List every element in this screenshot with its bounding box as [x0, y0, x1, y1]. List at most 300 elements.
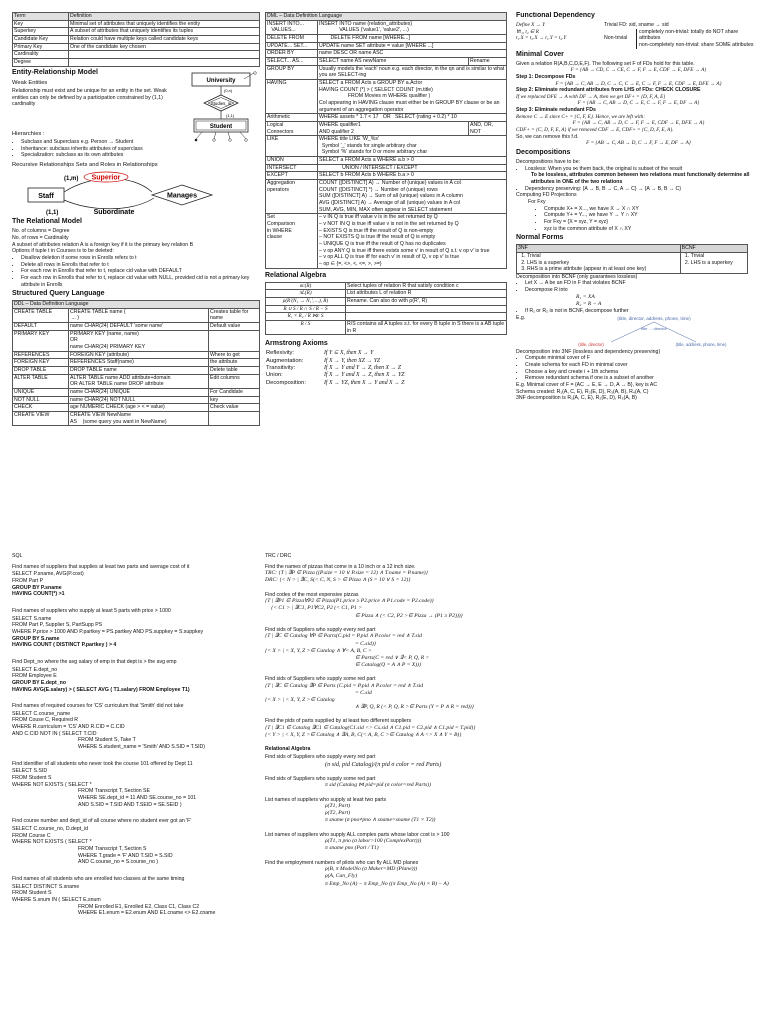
- dml-cell: COUNT ([DISTINCT] A) → Number of (unique) values in A col COUNT ([DISTINCT] *) → Number of (unique) rows SUM ([DISTINCT] A) → Sum of all (unique) values in A column AVG ([DISTINCT] A) → Average of all (unique) values in A col SUM, AVG, MIN, MAX often appear in SELECT statement: [318, 180, 507, 214]
- trc-line: {T | ∃C ∈ Catalog ∃P ∈ Parts (C.pid = P.pid ∧ P.color = red ∧ T.sid: [265, 682, 424, 689]
- ddl-cell: CREATE TABLE name ( ... ): [69, 308, 209, 322]
- sql-question: Find names of suppliers who supply at least 5 parts with price > 1000: [12, 607, 171, 614]
- ra-question: Find the employment numbers of pilots who can fly ALL MD planes: [265, 859, 419, 866]
- sql-line: SELECT S.name: [12, 615, 52, 622]
- dml-cell: Arithmetic: [266, 114, 318, 122]
- ddl-cell: UNIQUE: [13, 389, 69, 397]
- bcnf-r1: R₁ = XA: [576, 293, 595, 300]
- minimal-cover-line: Remove C → E since C+ = {C, F, E}. Hence, we are left with:: [516, 113, 645, 120]
- fd-nontrivial-line: completely non-trivial: totally do NOT share attributes: [639, 28, 739, 42]
- cardinality-0n: (0,n): [224, 87, 233, 93]
- decomposition-item: • Dependency preserving: {A → B, B → C, A → C} → {A → B, B → C}: [525, 186, 761, 193]
- sql-line: FROM Student S: [12, 890, 52, 897]
- dml-cell: SELECT a FROM Acts a GROUP BY a.Actor HAVING COUNT (*) > ( SELECT COUNT (m.title) FROM Movies m WHERE qualifier ) Col appearing in HAVING clause must either be in GROUP BY clause or be an argument of an aggregation operator: [318, 79, 507, 113]
- sql-question: Find names of suppliers that supplies at least two parts and average cost of it: [12, 563, 190, 570]
- superior-label: Superior: [91, 174, 121, 182]
- diag-top: (title, director, address, phone, time): [617, 315, 691, 321]
- weak-entities-text: Relationship must exist and be unique for an entity in the set. Weak entities can only be defined by a participation constrained by (1,1) cardinality: [12, 87, 167, 108]
- er-terms-cell: Definition: [69, 13, 260, 21]
- ddl-cell: REFERENCES: [13, 351, 69, 359]
- fd-definition-line: t₁.X = t₂.X → t₁.Y = t₂.Y: [516, 35, 567, 42]
- ddl-cell: the attribute: [209, 359, 260, 367]
- dml-row: [266, 136, 507, 157]
- sql-line: WHERE S.snum IN ( SELECT E.snum: [12, 896, 101, 903]
- nf3-example: [516, 382, 761, 402]
- ddl-cell: CREATE VIEW NewName AS (some query you want in NewName): [69, 411, 209, 425]
- er-terms-cell: Cardinality: [13, 51, 69, 59]
- decompositions-intro: Decompositions have to be:: [516, 159, 581, 166]
- ddl-cell: FOREIGN KEY (attribute): [69, 351, 209, 359]
- er-terms-row: [13, 13, 260, 21]
- ddl-row: [13, 389, 260, 397]
- ra-question: List names of suppliers who supply ALL complex parts whose labor cost is > 100: [265, 831, 450, 838]
- ddl-cell: Edit columns: [209, 374, 260, 388]
- trc-line: ∈ Pizza ∧ (< C2, P2 >∈ Pizza → (P1 ≥ P2)))}: [355, 612, 463, 619]
- dml-cell: UNION: [266, 157, 318, 165]
- decomposition-item: To be lossless, attributes common between two relations must functionally determine all attributes in ONE of the two relations: [531, 172, 750, 185]
- column-3: [516, 12, 761, 512]
- relational-algebra-cell: πL(R): [266, 290, 346, 298]
- fd-nontrivial-line: non-completely non-trivial: share SOME attributes: [639, 41, 754, 48]
- sql-line: FROM Course C: [12, 832, 51, 839]
- trc-line: = C.sid)}: [355, 640, 376, 647]
- minimal-cover-title: Minimal Cover: [516, 50, 564, 58]
- relational-algebra-cell: R / S: [266, 320, 346, 334]
- dml-cell: Logical Connectors: [266, 121, 318, 135]
- dml-cell: SELECT name AS newName: [318, 57, 469, 65]
- normal-forms-table: [516, 244, 748, 274]
- trc-question: Find sids of Suppliers who supply every red part: [265, 626, 376, 633]
- dml-cell: name DESC OR name ASC: [318, 50, 507, 58]
- trc-example: [265, 592, 565, 620]
- relational-model-line: No. of rows = Cardinality: [12, 234, 69, 241]
- nf-bcnf-head: BCNF: [680, 245, 747, 253]
- dml-row: [266, 172, 507, 180]
- fd-trivial: Trivial FD: sid, sname → sid: [604, 21, 669, 28]
- armstrong-cell: Reflexivity:: [266, 350, 295, 357]
- armstrong-cell: If X → Y and Y → Z, then X → Z: [324, 364, 401, 371]
- ddl-cell: name CHAR(24) UNIQUE: [69, 389, 209, 397]
- relational-algebra-row: [266, 313, 507, 321]
- sql-line: FROM Couse C, Required R: [12, 717, 79, 724]
- relational-algebra-cell: σc(R): [266, 282, 346, 290]
- trc-line: {< X > | < X, Y, Z >∈ Catalog: [265, 697, 335, 704]
- sql-line: WHERE P.price > 1000 AND P.partkey = PS.partkey AND PS.suppkey = S.suppkey: [12, 628, 204, 635]
- er-terms-cell: [69, 58, 260, 66]
- dml-cell: UPDATE name SET attribute = value [WHERE ...]: [318, 42, 507, 50]
- dml-cell: EXCEPT: [266, 172, 318, 180]
- dml-cell: DELETE FROM: [266, 34, 318, 42]
- er-terms-cell: Minimal set of attributes that uniquely identifies the entity: [69, 20, 260, 28]
- ddl-cell: DEFAULT: [13, 323, 69, 331]
- sql-line: SELECT DISTINCT S.sname: [12, 883, 80, 890]
- bcnf-step: • Let X → A be an FD in F that violates BCNF: [525, 280, 761, 287]
- relational-algebra-row: [266, 320, 507, 334]
- trc-question: Find the names of pizzas that come in a 10 inch or a 12 inch size.: [265, 563, 416, 570]
- dml-cell: Set Comparison in WHERE clause: [266, 214, 318, 268]
- er-terms-cell: Candidate Key: [13, 35, 69, 43]
- armstrong-table: [265, 350, 465, 387]
- dml-row: [266, 65, 507, 79]
- relational-model-line: A subset of attributes relation A is a foreign key if it is the primary key relation B: [12, 241, 194, 248]
- nf3-title: Decomposition into 3NF (lossless and dependency preserving): [516, 348, 661, 355]
- armstrong-title: Armstrong Axioms: [265, 340, 328, 348]
- eg-label: E.g.: [516, 314, 526, 321]
- student-label: Student: [209, 123, 233, 130]
- ra-line: ρ(T1, π pno (σ labor>100 (ComplexPart))): [325, 838, 422, 845]
- fd-projection-title: Computing FD Projections: [516, 192, 577, 199]
- sql-title: Structured Query Language: [12, 290, 105, 298]
- dml-row: [266, 57, 507, 65]
- relational-algebra-row: [266, 290, 507, 298]
- armstrong-cell: Augmentation:: [266, 357, 304, 364]
- ddl-row: [13, 411, 260, 425]
- ra-example: [265, 797, 565, 825]
- ddl-cell: NOT NULL: [13, 396, 69, 404]
- nf-bcnf-item: 2. LHS is a superkey: [691, 260, 746, 267]
- nf3-example-line: E.g. Minimal cover of F = {AC → E, E → D, A → B}, key is AC: [516, 382, 658, 389]
- relational-model-option: • Delete all rows in Enrolls that refer to t: [21, 262, 260, 269]
- ddl-row: [13, 308, 260, 322]
- fd-definition: [516, 22, 604, 49]
- ra-line: π sname pno (Part / T1): [325, 845, 379, 852]
- armstrong-cell: If X → Y and X → Z, then X → YZ: [324, 372, 405, 379]
- sql-line: HAVING COUNT ( DISTINCT P.partkey ) > 4: [12, 642, 117, 649]
- trc-line: {< X > | < X, Y, Z >∈ Catalog ∧ ∀< A, B, C >: [265, 647, 372, 654]
- minimal-cover-line: So, we can remove this f.d.: [516, 133, 579, 140]
- armstrong-cell: Transitivity:: [266, 364, 296, 371]
- minimal-cover-line: Given a relation R(A,B,C,D,E,F). The following set F of FDs hold for this table.: [516, 60, 695, 67]
- column-1: [12, 12, 260, 512]
- hierarchies-title: Hierarchies :: [12, 130, 45, 137]
- bcnf-steps: [525, 280, 761, 293]
- dml-row: [266, 20, 507, 34]
- nf3-step: • Compute minimal cover of F: [525, 355, 761, 362]
- sql-example: [12, 608, 257, 649]
- ra-line: π sname (σ pno≠pno ∧ sname=sname (T1 × T2)): [325, 817, 436, 824]
- ddl-cell: DROP TABLE: [13, 367, 69, 375]
- sql-line: WHERE NOT EXISTS ( SELECT *: [12, 781, 92, 788]
- sql-examples: [12, 553, 257, 1021]
- dml-cell: UNION / INTERSECT / EXCEPT: [318, 164, 507, 172]
- cardinality-11-recur: (1,1): [46, 210, 59, 217]
- sql-line: SELECT P.sname, AVG(P.cost): [12, 571, 84, 578]
- dml-cell: SELECT b FROM Acts b WHERE b.a > 0: [318, 172, 507, 180]
- relational-algebra-cell: R/S contains all A tuples s.t. for every B tuple in S there is a AB tuple in R: [347, 320, 506, 334]
- bcnf-r2: R₂ = R − A: [576, 300, 602, 307]
- ra-line: ρ(B, π ModelNo (σ Maker=MD (Plane))): [325, 866, 418, 873]
- ddl-cell: ALTER TABLE: [13, 374, 69, 388]
- ra-line: ρ(T2, Part): [325, 810, 351, 817]
- ra-example: [265, 832, 565, 853]
- fd-projection-item: • For Fxy = {X = xyz, Y = xyz}: [544, 219, 761, 226]
- sql-line: WHERE NOT EXISTS ( SELECT *: [12, 839, 92, 846]
- trc-line: ∈ Parts(C = red ∨ ∃< P, Q, R >: [355, 654, 430, 661]
- er-terms-cell: Primary Key: [13, 43, 69, 51]
- fd-projection-item: • Compute Y+ = Y..., we have Y → Y ∩ XY: [544, 212, 761, 219]
- sql-line: SELECT E.dept_no: [12, 666, 58, 673]
- minimal-cover-lines: [516, 61, 761, 148]
- ddl-cell: key: [209, 396, 260, 404]
- ddl-cell: FOREIGN KEY: [13, 359, 69, 367]
- fd-projection-list: [544, 206, 761, 233]
- armstrong-cell: Decomposition:: [266, 379, 306, 386]
- minimal-cover-line: If we replaced DFE → A with DF → A, then we get DF+ = {D, F, A, E}: [516, 93, 666, 100]
- minimal-cover-line: F = {AB → C, AB → D, C → C, C → E, C → F, F → E, CDF → E, DFE → A}: [555, 80, 722, 87]
- sql-line: AND C.CID NOT IN ( SELECT T.CID: [12, 730, 97, 737]
- ddl-cell: ALTER TABLE name ADD attribute+domain OR ALTER TABLE name DROP attribute: [69, 374, 209, 388]
- sql-line: WHERE S.student_name = 'Smith' AND S.SID = T.SID): [78, 744, 206, 751]
- ddl-cell: CHECK: [13, 404, 69, 412]
- trc-line: {T | ∃P1 ∈ Pizza∀P2 ∈ Pizza(P1.price ≥ P2.price ∧ P1.code = P2.code)}: [265, 598, 434, 605]
- bcnf-check: • If R₁ or R₂ is not in BCNF, decompose further: [525, 308, 761, 315]
- dml-cell: INTERSECT: [266, 164, 318, 172]
- dml-cell: INSERT INTO... VALUES...: [266, 20, 318, 34]
- fd-definition-line: Define X → Y: [516, 21, 545, 28]
- ddl-row: [13, 359, 260, 367]
- dml-cell: WHERE qualifier1 AND qualifier 2: [318, 121, 469, 135]
- nf3-step: • Create schema for each FD in minimal cover: [525, 362, 761, 369]
- dml-row: [266, 114, 507, 122]
- dml-cell: WHERE title LIKE 'W_%s' Symbol '_' stands for single arbitrary char Symbol '%' stands for 0 or more arbitrary char: [318, 136, 507, 157]
- er-terms-cell: Key: [13, 20, 69, 28]
- ra-line: π sid (Catalog ⋈ pid=pid (σ color=red Parts)): [325, 782, 431, 789]
- minimal-cover-line: Step 1: Decompose FDs: [516, 73, 576, 80]
- trc-example: [265, 564, 565, 585]
- dml-row: [266, 164, 507, 172]
- relational-algebra-cell: R ∪ S / R ∩ S / R − S: [266, 305, 346, 313]
- sql-line: FROM Part P, Supplier S, PartSupp PS: [12, 622, 103, 629]
- dml-row: [266, 214, 507, 268]
- ra-example: [265, 776, 565, 790]
- sql-line: WHERE R.curriculum = 'CS' AND R.CID = C.CID: [12, 724, 125, 731]
- studies-in-label: Studies_in: [210, 100, 232, 106]
- er-terms-cell: [69, 51, 260, 59]
- sql-question: Find Dept_no where the avg salary of emp in that dept is > the avg emp: [12, 658, 177, 665]
- er-terms-cell: Superkey: [13, 28, 69, 36]
- er-terms-row: [13, 58, 260, 66]
- minimal-cover-line: F = {AB → C, AB → D, C → F, F → E, DF → A}: [586, 140, 691, 147]
- column-2: [265, 12, 507, 512]
- relational-algebra-cell: R₁ × R₂ / R ⋈c S: [266, 313, 346, 321]
- minimal-cover-line: Step 3: Eliminate redundant FDs: [516, 107, 596, 114]
- dml-cell: SELECT a FROM Acts a WHERE a.b > 0: [318, 157, 507, 165]
- sql-line: FROM Student S, Take T: [78, 737, 136, 744]
- sql-example: [12, 703, 257, 751]
- dml-row: [266, 34, 507, 42]
- ddl-header: DDL – Data Definition Language: [13, 301, 260, 309]
- sql-question: Find identifier of all students who never took the course 101 offered by Dept 11: [12, 760, 193, 767]
- ddl-cell: Default value: [209, 323, 260, 331]
- sql-line: GROUP BY S.name: [12, 635, 60, 642]
- nf3-example-line: Schema created: R₁(A, C, E), R₂(E, D), R₃(A, B), R₄(A, C): [516, 388, 649, 395]
- ddl-cell: age NUMERIC CHECK (age > < = value): [69, 404, 209, 412]
- relational-algebra-cell: [346, 313, 507, 321]
- fd-definition-line: ∀t₁, t₂ ∈ R: [516, 28, 539, 35]
- minimal-cover-line: F = {AB → C, AB → D, C → F, F → E, CDF → E, DFE → A}: [572, 120, 705, 127]
- trc-line: {< Y > | < X, Y, Z >∈ Catalog ∧ ∃A, B, C(< A, B, C >∈ Catalog ∧ A <> X ∧ Y = B)}: [265, 732, 462, 739]
- sql-line: HAVING COUNT(*) >1: [12, 591, 65, 598]
- ddl-table: [12, 300, 260, 426]
- ddl-cell: DROP TABLE name: [69, 367, 209, 375]
- decompositions-title: Decompositions: [516, 149, 571, 157]
- nf-3nf-item: 2. LHS is a superkey: [527, 260, 679, 267]
- armstrong-cell: If X → YZ, then X → Y and X → Z: [324, 379, 405, 386]
- sql-line: AND S.SID = T.SID AND T.SEID = SE.SEID ): [78, 801, 182, 808]
- sql-line: GROUP BY E.dept_no: [12, 679, 66, 686]
- dml-row: [266, 50, 507, 58]
- minimal-cover-line: Step 2: Eliminate redundant attributes from LHS of FDs: CHECK CLOSURE: [516, 87, 701, 94]
- ra-example: [265, 860, 565, 888]
- relational-model-title: The Relational Model: [12, 218, 83, 226]
- sql-line: WHERE E1.enum = E2.enum AND E1.cname <> E2.cname: [78, 910, 216, 917]
- sql-example: [12, 818, 257, 866]
- relational-model-option: • Disallow deletion if some rows in Enrolls refers to t: [21, 255, 260, 262]
- relational-algebra-cell: ρ(R'(N₁ → N₁', ...), R): [266, 297, 346, 305]
- fd-nontrivial: Non-trivial: [604, 35, 628, 42]
- er-terms-row: [13, 35, 260, 43]
- ra-question: Find sids of Suppliers who supply every red part: [265, 754, 376, 761]
- ddl-row: [13, 374, 260, 388]
- er-diagram-university: [182, 71, 260, 145]
- er-terms-table: [12, 12, 260, 67]
- ddl-cell: CREATE VIEW: [13, 411, 69, 425]
- sql-line: SELECT S.SID: [12, 768, 48, 775]
- trc-line: DRC: {< N > | ∃C, S(< C, N, S > ∈ Pizza ∧ (S = 10 ∨ S = 12)}: [265, 577, 411, 584]
- sql-example: [12, 564, 257, 598]
- sql-line: FROM Student S: [12, 775, 52, 782]
- cardinality-1m: (1,m): [64, 176, 79, 183]
- dml-cell: ORDER BY: [266, 50, 318, 58]
- relational-algebra-title: Relational Algebra: [265, 271, 327, 279]
- dml-cell: SELECT... AS...: [266, 57, 318, 65]
- trc-line: = C.sid: [355, 690, 372, 696]
- trc-line: {T | ∃C1 ∈ Catalog ∃C1 ∈ Catalog(C1.sid <> Cs.sid ∧ C1.pid = C2.pid ∧ C1.pid = T.pid)}: [265, 725, 476, 732]
- trc-example: [265, 718, 565, 739]
- erm-title: Entity-Relationship Model: [12, 68, 98, 76]
- dml-row: [266, 157, 507, 165]
- dml-header: DML – Data Definition Language: [266, 13, 507, 21]
- dml-cell: GROUP BY: [266, 65, 318, 79]
- relational-model-option: • For each row in Enrolls that refer to t, replace cid value with NULL, provided cid is not a primary key attribute in Enrolls: [21, 275, 260, 288]
- relational-algebra-row: [266, 297, 507, 305]
- armstrong-cell: If Y ⊆ X, then X → Y: [324, 350, 374, 357]
- minimal-cover-line: CDF+ = {C, D, F, E, A} if we removed CDF → E, CDF+ = {C, D, F, E, A}.: [516, 127, 674, 134]
- ddl-cell: PRIMARY KEY (name, name) OR name CHAR(24) PRIMARY KEY: [69, 330, 209, 351]
- sql-question: Find names of required courses for 'CS' curriculum that 'Smith' did not take: [12, 703, 184, 710]
- relational-algebra-cell: List attributes L of relation R: [346, 290, 507, 298]
- relational-algebra-cell: Rename. Can also do with ρ(R', R): [346, 297, 507, 305]
- sql-line: WHERE T.grade = 'F' AND T.SID = S.SID: [78, 852, 173, 859]
- ddl-cell: Check value: [209, 404, 260, 412]
- trc-question: Find codes of the most expensive pizzas: [265, 591, 359, 598]
- university-label: University: [206, 77, 236, 84]
- trc-question: Find the pids of parts supplied by at least two different suppliers: [265, 718, 412, 725]
- ra-line: π Emp_No (A) − π Emp_No ((π Emp_No (A) × B) − A): [325, 880, 449, 887]
- relational-algebra-cell: [346, 305, 507, 313]
- ra-line: ρ(T1, Part): [325, 803, 351, 810]
- staff-label: Staff: [38, 193, 54, 201]
- dml-cell: – v IN Q is true iff value v is in the set returned by Q – v NOT IN Q is true iff value v is not in the set returned by Q – EXISTS Q is true iff the result of Q is non-empty – NOT EXISTS Q is true iff the result of Q is empty – UNIQUE Q is true iff the result of Q has no duplicates – v op ANY Q is true iff there exists some v' in result of Q s.t. v op v' is true – v op ALL Q is true iff for each v' in result of Q, v op v' is true – op ∈ {=, <>, <, <=, >, >=}: [318, 214, 507, 268]
- sql-line: FROM Employee E: [12, 673, 57, 680]
- trc-example: [265, 676, 565, 711]
- dml-cell: INSERT INTO name (relation_attributes) VALUES ('value1', 'value2', ...): [318, 20, 507, 34]
- minimal-cover-line: F = {AB → C, AB → D, C → E, C → F, F → E, DF → A}: [577, 100, 700, 107]
- ra-line: ρ(A, Can_Fly): [325, 873, 358, 880]
- trc-line: {T | ∃C ∈ Catalog ∀P ∈ Parts(C.pid = P.pid ∧ P.color = red ∧ T.sid: [265, 633, 422, 640]
- nf-3nf-item: 1. Trivial: [527, 253, 679, 260]
- sql-line: HAVING AVG(E.salary) > ( SELECT AVG ( T1.salary) FROM Employee T1): [12, 686, 190, 693]
- trc-question: Find sids of Suppliers who supply some red part: [265, 676, 376, 683]
- relational-model-options: [21, 255, 260, 288]
- ddl-cell: CREATE TABLE: [13, 308, 69, 322]
- relational-model-option: • For each row in Enrolls that refer to t, replace cid value with DEFAULT: [21, 268, 260, 275]
- nf3-example-line: 3NF decomposition is R₁(A, C, E), R₂(E, D), R₃(A, B): [516, 395, 637, 402]
- ra-line: (π sid, pid Catalog)/(π pid σ color = red Parts): [325, 760, 442, 768]
- er-terms-cell: Degree: [13, 58, 69, 66]
- subordinate-label: Subordinate: [93, 209, 135, 217]
- diag-mid: title → director: [641, 325, 667, 331]
- decompositions-list: [525, 166, 761, 193]
- dml-cell: WHERE assets * 1.7 < 17 OR SELECT (rating + 0.2) * 10: [318, 114, 507, 122]
- manages-label: Manages: [167, 192, 197, 200]
- ra-question: List names of suppliers who supply at least two parts: [265, 796, 387, 803]
- er-terms-cell: Term: [13, 13, 69, 21]
- relational-algebra-row: [266, 282, 507, 290]
- dml-cell: Usually models the 'each' noun e.g. each director, in the qn and is similar to what you are SELECT-ing: [319, 65, 506, 79]
- nf-bcnf-item: 1. Trivial: [691, 253, 746, 260]
- dml-cell: AND, OR, NOT: [469, 121, 507, 135]
- dml-cell: DELETE FROM name [WHERE...]: [318, 34, 507, 42]
- sql-question: Find course number and dept_id of all course where no student ever got an 'F': [12, 818, 192, 825]
- recursive-title: Recursive Relationships Sets and Roles in Relationships: [12, 161, 158, 168]
- er-terms-cell: A subset of attributes that uniquely identifies its tuples: [69, 28, 260, 36]
- relational-model-line: No. of columns = Degree: [12, 228, 70, 235]
- dml-row: [266, 42, 507, 50]
- armstrong-cell: Union:: [266, 372, 283, 379]
- hierarchy-item: • Specialization: subclass as its own attributes: [21, 152, 191, 159]
- er-terms-cell: One of the candidate key chosen: [69, 43, 260, 51]
- nf-3nf-item: 3. RHS is a prime attribute (appear in at least one key): [527, 266, 679, 273]
- dml-row: [266, 79, 507, 113]
- minimal-cover-line: F = {AB → CD, C → CE, C → F, F → E, CDF → E, DFE → A}: [570, 67, 707, 74]
- ddl-cell: name CHAR(24) DEFAULT 'some name': [69, 323, 209, 331]
- sql-line: FROM Transcript T, Section SE: [78, 788, 150, 795]
- weak-entities-title: Weak Entities: [12, 79, 48, 86]
- ra-question: Find sids of Suppliers who supply some red part: [265, 775, 376, 782]
- trc-line: TRC: {T | ∃P ∈ Pizza ((P.size = 10 ∨ P.size = 12) ∧ T.name = P.name)}: [265, 570, 428, 577]
- normal-forms-title: Normal Forms: [516, 234, 564, 242]
- sql-line: FROM Part P: [12, 577, 44, 584]
- dml-row: [266, 180, 507, 214]
- armstrong-cell: If X → Y, then XZ → YZ: [324, 357, 381, 364]
- bcnf-title: Decomposition into BCNF (only guarantees lossless): [516, 273, 638, 280]
- ddl-cell: name CHAR(24) NOT NULL: [69, 396, 209, 404]
- ra-example: [265, 754, 565, 769]
- dml-cell: Aggregation operators: [266, 180, 318, 214]
- trc-line: {< C1 > | ∃C1, P1∀C2, P2 (< C1, P1 >: [271, 605, 363, 612]
- relational-model-lines: [12, 228, 260, 255]
- sql-example: [12, 659, 257, 693]
- fd-title: Functional Dependency: [516, 12, 595, 19]
- cardinality-11: (1,1): [226, 112, 235, 118]
- dml-table: [265, 12, 507, 269]
- ddl-cell: [209, 411, 260, 425]
- sql-line: AND C.course_no = S.course_no ): [78, 859, 159, 866]
- sql-line: FROM Enrolled E1, Enrolled E2, Class C1, Class C2: [78, 903, 200, 910]
- ddl-cell: For Candidate: [209, 389, 260, 397]
- er-terms-row: [13, 51, 260, 59]
